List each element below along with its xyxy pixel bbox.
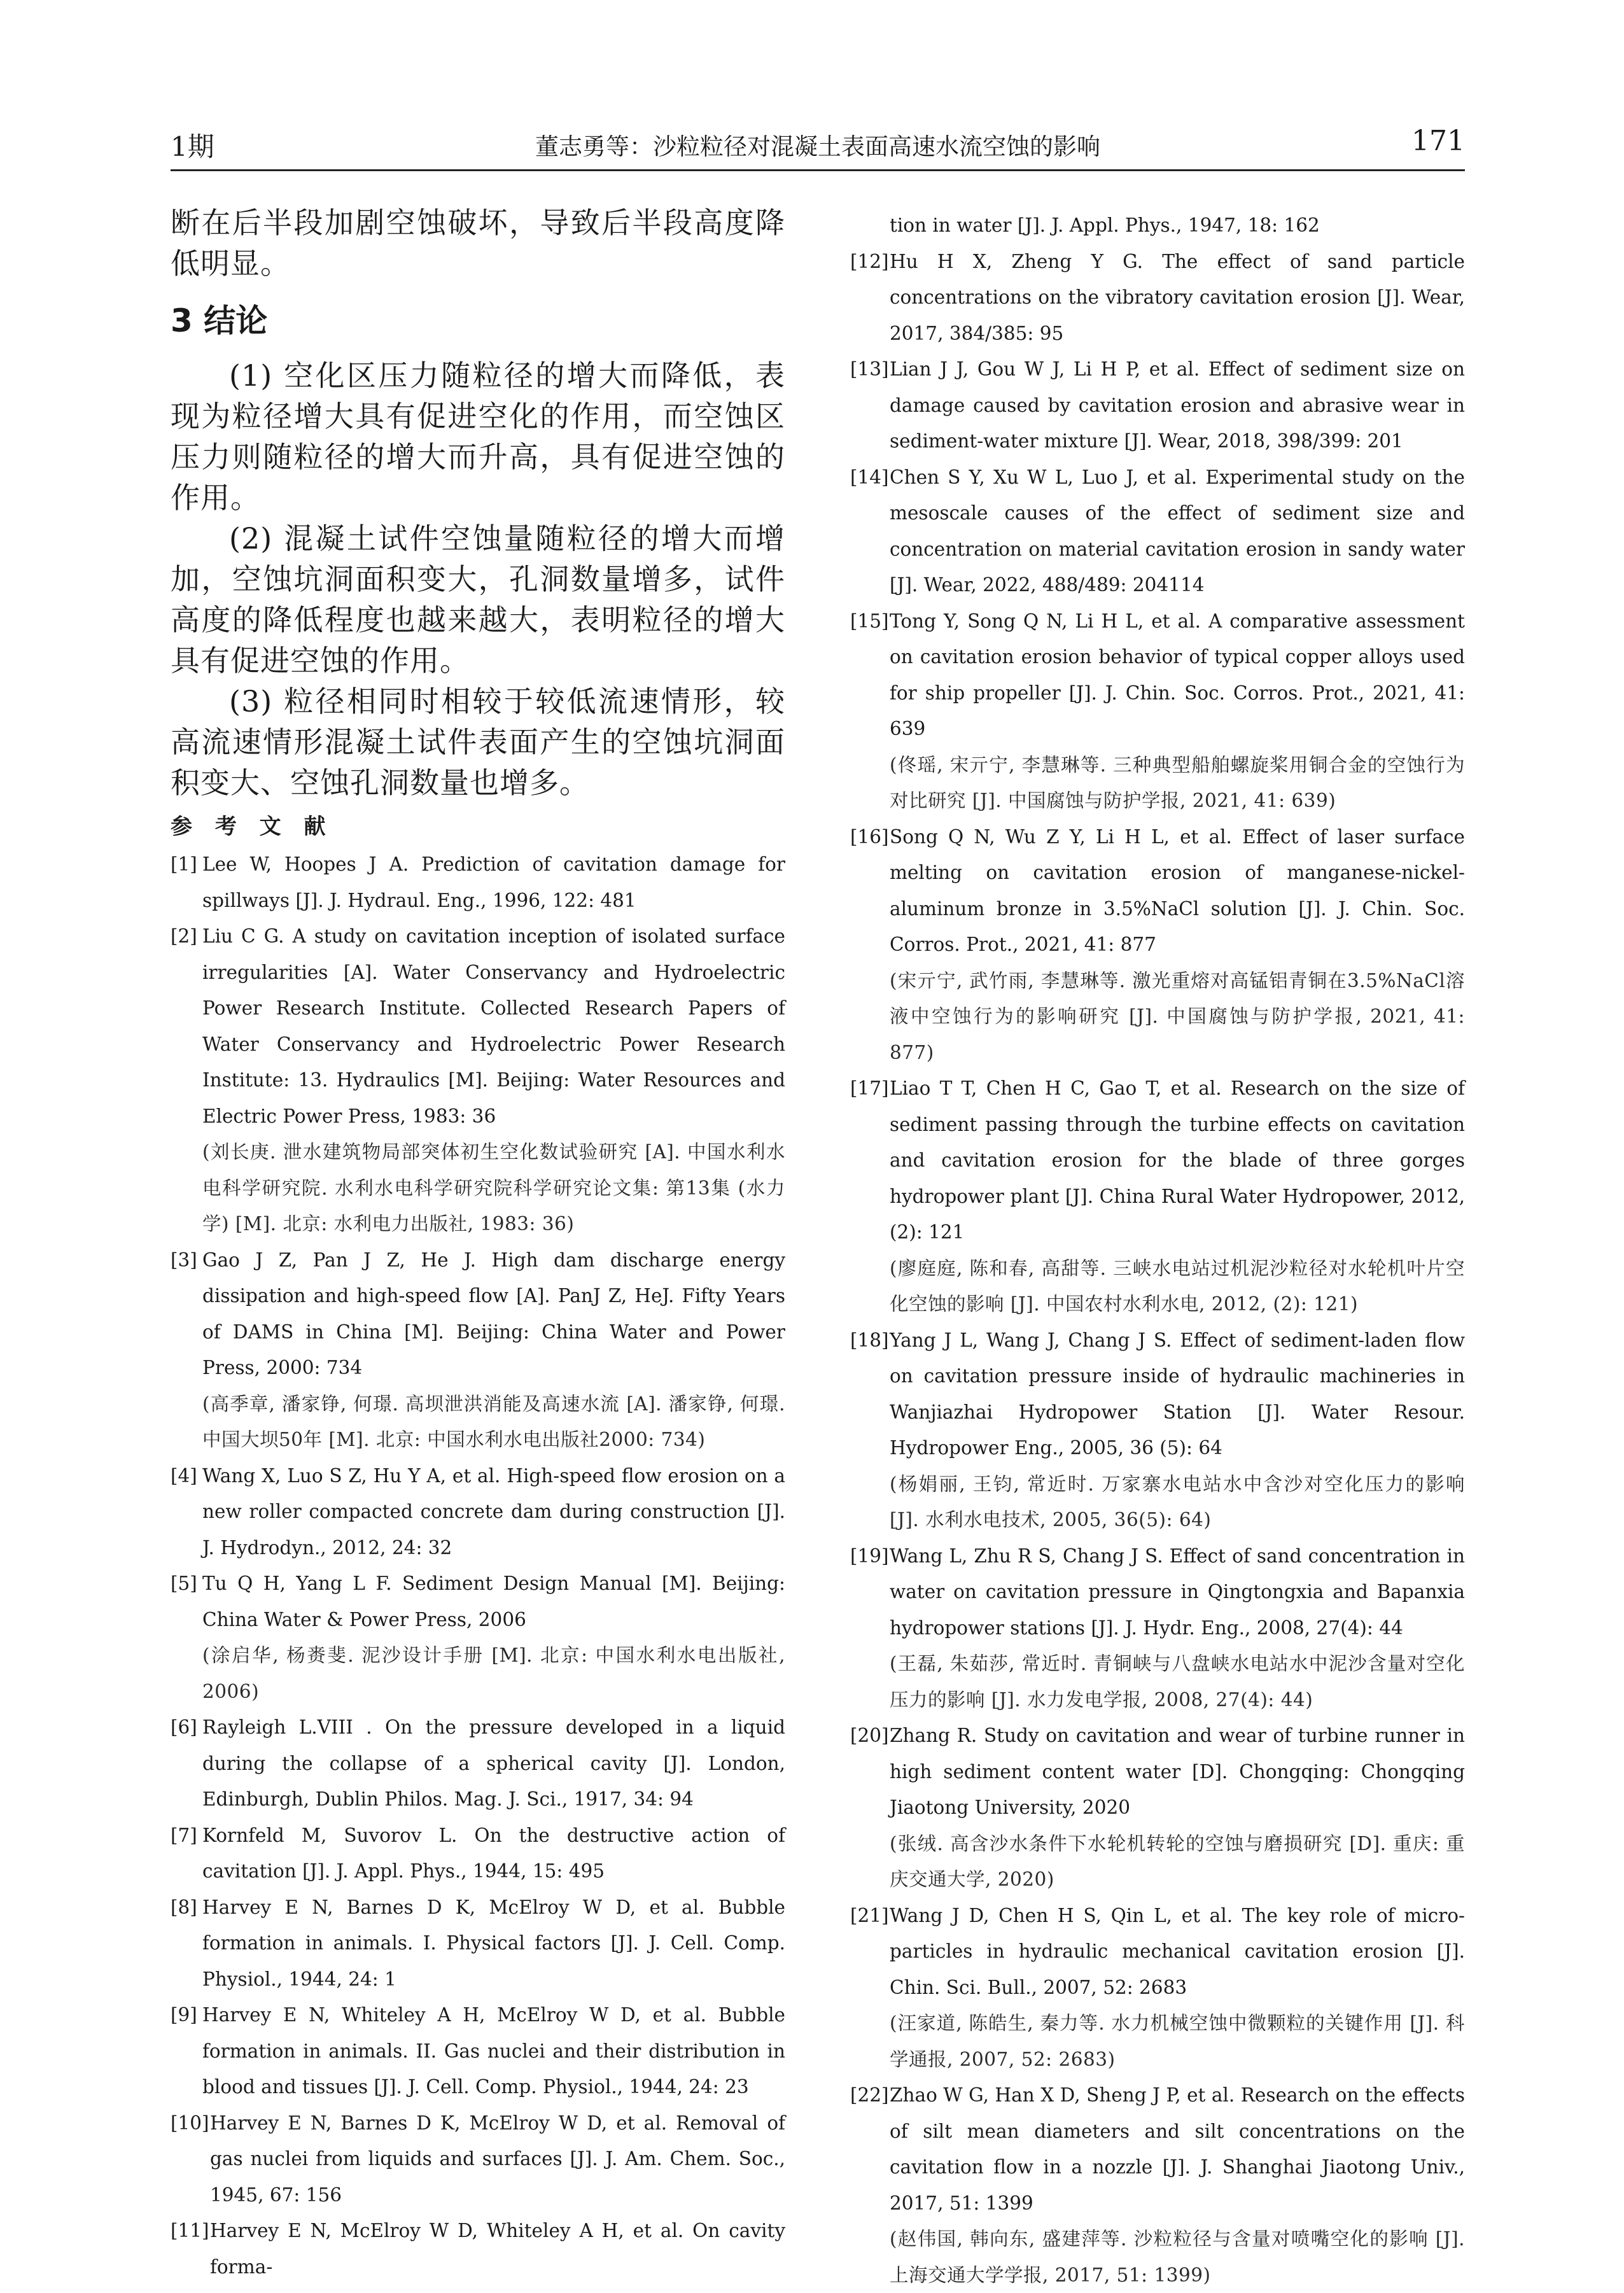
- issue-label: 1期: [171, 126, 214, 164]
- reference-item: [850, 1898, 1465, 2078]
- reference-chinese-translation: (涂启华, 杨赉斐. 泥沙设计手册 [M]. 北京: 中国水利水电出版社, 2006): [202, 1637, 785, 1709]
- conclusion-1: (1) 空化区压力随粒径的增大而降低，表现为粒径增大具有促进空化的作用，而空蚀区压力则随粒径的增大而升高，具有促进空蚀的作用。: [171, 355, 785, 518]
- reference-number: [15]: [850, 603, 889, 640]
- reference-item: [850, 1070, 1465, 1322]
- reference-number: [6]: [171, 1709, 197, 1746]
- references-heading: 参 考 文 献: [171, 811, 785, 843]
- reference-item: [171, 1818, 785, 1890]
- reference-number: [18]: [850, 1322, 889, 1359]
- reference-item: [850, 244, 1465, 352]
- reference-chinese-translation: (宋亓宁, 武竹雨, 李慧琳等. 激光重熔对高锰铝青铜在3.5%NaCl溶液中空蚀行为的影响研究 [J]. 中国腐蚀与防护学报, 2021, 41: 877): [890, 963, 1465, 1071]
- running-title: 董志勇等：沙粒粒径对混凝土表面高速水流空蚀的影响: [171, 127, 1465, 162]
- reference-item: [850, 603, 1465, 819]
- reference-chinese-translation: (廖庭庭, 陈和春, 高甜等. 三峡水电站过机泥沙粒径对水轮机叶片空化空蚀的影响 [J]. 中国农村水利水电, 2012, (2): 121): [890, 1251, 1465, 1322]
- reference-number: [9]: [171, 1997, 197, 2033]
- reference-chinese-translation: (刘长庚. 泄水建筑物局部突体初生空化数试验研究 [A]. 中国水利水电科学研究院. 水利水电科学研究院科学研究论文集: 第13集 (水力学) [M]. 北京: 水利电力出版社, 1983: 36): [202, 1134, 785, 1242]
- reference-item: [171, 2213, 785, 2285]
- reference-text: Tong Y, Song Q N, Li H L, et al. A comparative assessment on cavitation erosion behavior of typical copper alloys used for ship propeller [J]. J. Chin. Soc. Corros. Prot., 2021, 41: 639: [890, 610, 1465, 740]
- reference-number: [10]: [171, 2105, 209, 2142]
- running-header: [171, 121, 1465, 171]
- reference-chinese-translation: (汪家道, 陈皓生, 秦力等. 水力机械空蚀中微颗粒的关键作用 [J]. 科学通报, 2007, 52: 2683): [890, 2005, 1465, 2077]
- reference-text: Wang J D, Chen H S, Qin L, et al. The key role of micro-particles in hydraulic mechanical cavitation erosion [J]. Chin. Sci. Bull., 2007, 52: 2683: [890, 1905, 1465, 1998]
- reference-number: [4]: [171, 1458, 197, 1494]
- reference-text: Harvey E N, Barnes D K, McElroy W D, et al. Removal of gas nuclei from liquids and surfaces [J]. J. Am. Chem. Soc., 1945, 67: 156: [210, 2112, 785, 2206]
- reference-text: Zhao W G, Han X D, Sheng J P, et al. Research on the effects of silt mean diameters and silt concentrations on the cavitation flow in a nozzle [J]. J. Shanghai Jiaotong Univ., 2017, 51: 1399: [890, 2084, 1465, 2214]
- reference-text: Gao J Z, Pan J Z, He J. High dam discharge energy dissipation and high-speed flow [A]. PanJ Z, HeJ. Fifty Years of DAMS in China [M]. Beijing: China Water and Power Press, 2000: 734: [202, 1249, 785, 1379]
- reference-text: Wang L, Zhu R S, Chang J S. Effect of sand concentration in water on cavitation pressure in Qingtongxia and Bapanxia hydropower stations [J]. J. Hydr. Eng., 2008, 27(4): 44: [890, 1545, 1465, 1639]
- reference-chinese-translation: (佟瑶, 宋亓宁, 李慧琳等. 三种典型船舶螺旋桨用铜合金的空蚀行为对比研究 [J]. 中国腐蚀与防护学报, 2021, 41: 639): [890, 747, 1465, 819]
- reference-chinese-translation: (杨娟丽, 王钧, 常近时. 万家寨水电站水中含沙对空化压力的影响 [J]. 水利水电技术, 2005, 36(5): 64): [890, 1466, 1465, 1538]
- reference-text: Lian J J, Gou W J, Li H P, et al. Effect of sediment size on damage caused by cavitation erosion and abrasive wear in sediment-water mixture [J]. Wear, 2018, 398/399: 201: [890, 358, 1465, 452]
- reference-text: Wang X, Luo S Z, Hu Y A, et al. High-speed flow erosion on a new roller compacted concrete dam during construction [J]. J. Hydrodyn., 2012, 24: 32: [202, 1465, 785, 1559]
- intro-paragraph: 断在后半段加剧空蚀破坏，导致后半段高度降低明显。: [171, 202, 785, 284]
- reference-text: Tu Q H, Yang L F. Sediment Design Manual [M]. Beijing: China Water & Power Press, 2006: [202, 1573, 785, 1630]
- conclusion-2: (2) 混凝土试件空蚀量随粒径的增大而增加，空蚀坑洞面积变大，孔洞数量增多，试件高度的降低程度也越来越大，表明粒径的增大具有促进空蚀的作用。: [171, 518, 785, 681]
- conclusion-3: (3) 粒径相同时相较于较低流速情形，较高流速情形混凝土试件表面产生的空蚀坑洞面积变大、空蚀孔洞数量也增多。: [171, 681, 785, 803]
- reference-item: [850, 1538, 1465, 1718]
- reference-chinese-translation: (张绒. 高含沙水条件下水轮机转轮的空蚀与磨损研究 [D]. 重庆: 重庆交通大学, 2020): [890, 1826, 1465, 1898]
- reference-text: Harvey E N, McElroy W D, Whiteley A H, et al. On cavity forma-: [210, 2220, 785, 2278]
- reference-text: Kornfeld M, Suvorov L. On the destructive action of cavitation [J]. J. Appl. Phys., 1944, 15: 495: [202, 1825, 785, 1883]
- reference-number: [8]: [171, 1890, 197, 1926]
- reference-text: Liao T T, Chen H C, Gao T, et al. Research on the size of sediment passing through the turbine effects on cavitation and cavitation erosion for the blade of three gorges hydropower plant [J]. China Rural Water Hydropower, 2012, (2): 121: [890, 1077, 1465, 1243]
- reference-continuation: tion in water [J]. J. Appl. Phys., 1947, 18: 162: [850, 207, 1465, 244]
- reference-number: [13]: [850, 351, 889, 388]
- reference-item: [171, 1997, 785, 2105]
- reference-number: [2]: [171, 918, 197, 955]
- left-column: [171, 202, 785, 2285]
- reference-number: [22]: [850, 2077, 889, 2114]
- page-number: 171: [1411, 125, 1465, 157]
- section-title: 3 结论: [171, 300, 785, 341]
- reference-number: [3]: [171, 1242, 197, 1279]
- reference-chinese-translation: (赵伟国, 韩向东, 盛建萍等. 沙粒粒径与含量对喷嘴空化的影响 [J]. 上海交通大学学报, 2017, 51: 1399): [890, 2221, 1465, 2293]
- reference-item: [171, 1458, 785, 1566]
- right-column: [850, 207, 1465, 2293]
- reference-list-left: [171, 846, 785, 2285]
- reference-number: [19]: [850, 1538, 889, 1574]
- reference-text: Rayleigh L.VIII . On the pressure developed in a liquid during the collapse of a spherical cavity [J]. London, Edinburgh, Dublin Philos. Mag. J. Sci., 1917, 34: 94: [202, 1716, 785, 1810]
- reference-item: [850, 459, 1465, 603]
- reference-item: [850, 2077, 1465, 2293]
- reference-item: [171, 1890, 785, 1998]
- reference-number: [17]: [850, 1070, 889, 1107]
- reference-text: Zhang R. Study on cavitation and wear of turbine runner in high sediment content water [D]. Chongqing: Chongqing Jiaotong University, 2020: [890, 1725, 1465, 1818]
- reference-text: Yang J L, Wang J, Chang J S. Effect of sediment-laden flow on cavitation pressure inside of hydraulic machineries in Wanjiazhai Hydropower Station [J]. Water Resour. Hydropower Eng., 2005, 36 (5): 64: [890, 1329, 1465, 1459]
- reference-item: [171, 846, 785, 918]
- reference-text: Chen S Y, Xu W L, Luo J, et al. Experimental study on the mesoscale causes of the effect of sediment size and concentration on material cavitation erosion in sandy water [J]. Wear, 2022, 488/489: 204114: [890, 466, 1465, 596]
- reference-text: Song Q N, Wu Z Y, Li H L, et al. Effect of laser surface melting on cavitation erosion of manganese-nickel-aluminum bronze in 3.5%NaCl solution [J]. J. Chin. Soc. Corros. Prot., 2021, 41: 877: [890, 826, 1465, 956]
- reference-item: [171, 1566, 785, 1709]
- reference-item: [850, 1718, 1465, 1898]
- reference-list-right: [850, 244, 1465, 2293]
- reference-item: [171, 1709, 785, 1818]
- reference-text: Liu C G. A study on cavitation inception of isolated surface irregularities [A]. Water Conservancy and Hydroelectric Power Research Institute. Collected Research Papers of Water Conservancy and Hydroelectric Power Research Institute: 13. Hydraulics [M]. Beijing: Water Resources and Electric Power Press, 1983: 36: [202, 925, 785, 1127]
- reference-chinese-translation: (王磊, 朱茹莎, 常近时. 青铜峡与八盘峡水电站水中泥沙含量对空化压力的影响 [J]. 水力发电学报, 2008, 27(4): 44): [890, 1646, 1465, 1718]
- reference-number: [12]: [850, 244, 889, 280]
- reference-item: [850, 1322, 1465, 1538]
- reference-number: [14]: [850, 459, 889, 496]
- reference-item: [171, 1242, 785, 1458]
- reference-item: [850, 819, 1465, 1071]
- reference-text: Harvey E N, Barnes D K, McElroy W D, et al. Bubble formation in animals. I. Physical factors [J]. J. Cell. Comp. Physiol., 1944, 24: 1: [202, 1897, 785, 1990]
- reference-number: [21]: [850, 1898, 889, 1934]
- reference-item: [171, 2105, 785, 2213]
- reference-number: [11]: [171, 2213, 209, 2249]
- reference-number: [1]: [171, 846, 197, 883]
- reference-number: [5]: [171, 1566, 197, 1602]
- reference-text: Harvey E N, Whiteley A H, McElroy W D, et al. Bubble formation in animals. II. Gas nuclei and their distribution in blood and tissues [J]. J. Cell. Comp. Physiol., 1944, 24: 23: [202, 2004, 785, 2098]
- reference-number: [20]: [850, 1718, 889, 1754]
- reference-number: [7]: [171, 1818, 197, 1854]
- reference-text: Hu H X, Zheng Y G. The effect of sand particle concentrations on the vibratory cavitation erosion [J]. Wear, 2017, 384/385: 95: [890, 251, 1465, 344]
- reference-text: Lee W, Hoopes J A. Prediction of cavitation damage for spillways [J]. J. Hydraul. Eng., 1996, 122: 481: [202, 853, 785, 911]
- reference-number: [16]: [850, 819, 889, 855]
- reference-chinese-translation: (高季章, 潘家铮, 何璟. 高坝泄洪消能及高速水流 [A]. 潘家铮, 何璟. 中国大坝50年 [M]. 北京: 中国水利水电出版社2000: 734): [202, 1386, 785, 1458]
- reference-item: [850, 351, 1465, 459]
- reference-item: [171, 918, 785, 1242]
